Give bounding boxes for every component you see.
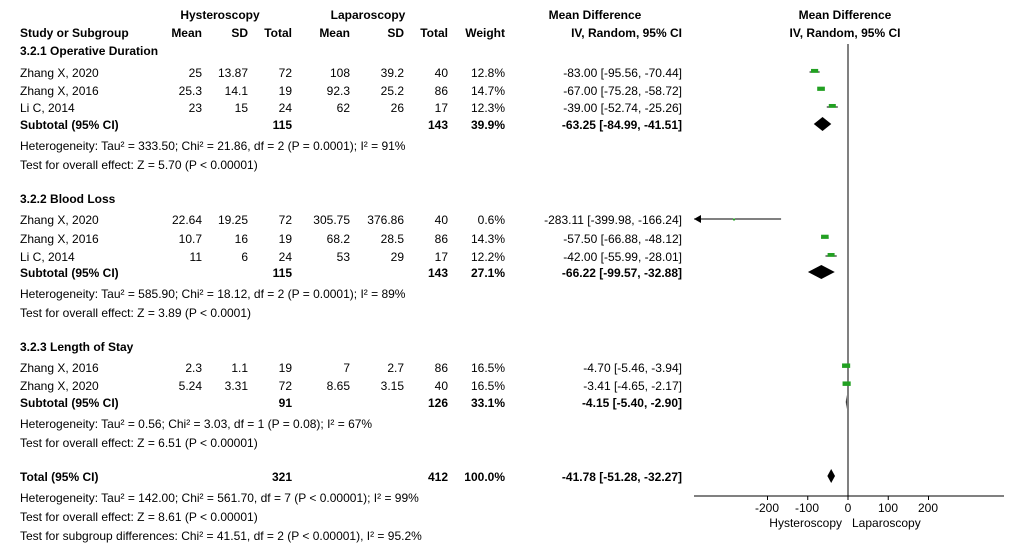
heterogeneity-text: Heterogeneity: Tau² = 585.90; Chi² = 18.12, df = 2 (P = 0.0001); I² = 89% bbox=[20, 287, 406, 301]
study-name: Li C, 2014 bbox=[20, 250, 75, 264]
total2-header: Total bbox=[420, 26, 448, 40]
total2-cell: 17 bbox=[434, 250, 448, 264]
sd2-cell: 376.86 bbox=[367, 213, 404, 227]
subgroup-title: 3.2.1 Operative Duration bbox=[20, 44, 159, 58]
mean2-cell: 53 bbox=[336, 250, 350, 264]
mean2-cell: 62 bbox=[336, 101, 350, 115]
ci-cell: -4.70 [-5.46, -3.94] bbox=[583, 361, 682, 375]
sd1-cell: 19.25 bbox=[217, 213, 248, 227]
mean1-cell: 2.3 bbox=[185, 361, 202, 375]
subgroup-title: 3.2.3 Length of Stay bbox=[20, 340, 134, 354]
total-n2: 412 bbox=[427, 470, 448, 484]
subtotal-n2: 143 bbox=[427, 118, 448, 132]
study-name: Zhang X, 2020 bbox=[20, 213, 99, 227]
study-marker bbox=[828, 253, 835, 257]
overall-effect-test-text: Test for overall effect: Z = 8.61 (P < 0.00001) bbox=[20, 510, 258, 524]
subtotal-diamond bbox=[846, 395, 847, 409]
total2-cell: 86 bbox=[434, 361, 448, 375]
subtotal-n1: 115 bbox=[272, 266, 292, 280]
total2-cell: 40 bbox=[434, 379, 448, 393]
total2-cell: 40 bbox=[434, 213, 448, 227]
mean1-cell: 11 bbox=[189, 250, 202, 264]
subtotal-n2: 126 bbox=[427, 396, 448, 410]
sd1-cell: 13.87 bbox=[217, 66, 248, 80]
total1-cell: 19 bbox=[278, 232, 292, 246]
ci-cell: -283.11 [-399.98, -166.24] bbox=[544, 213, 682, 227]
total-label: Total (95% CI) bbox=[20, 470, 99, 484]
total-diamond bbox=[827, 469, 835, 483]
tick-label: 200 bbox=[917, 501, 939, 515]
sd1-cell: 6 bbox=[241, 250, 248, 264]
mean2-cell: 8.65 bbox=[326, 379, 350, 393]
total2-cell: 86 bbox=[434, 84, 448, 98]
mean2-cell: 108 bbox=[329, 66, 350, 80]
tick-label: 0 bbox=[844, 501, 852, 515]
favours-left-label: Hysteroscopy bbox=[769, 516, 842, 530]
mean1-cell: 23 bbox=[188, 101, 202, 115]
weight-cell: 0.6% bbox=[477, 213, 505, 227]
ci-cell: -83.00 [-95.56, -70.44] bbox=[563, 66, 682, 80]
subtotal-diamond bbox=[808, 265, 835, 279]
ci-arrow-icon bbox=[694, 215, 701, 223]
sd2-cell: 39.2 bbox=[380, 66, 404, 80]
ci-cell: -57.50 [-66.88, -48.12] bbox=[563, 232, 682, 246]
study-marker bbox=[829, 104, 836, 108]
ci-cell: -42.00 [-55.99, -28.01] bbox=[563, 250, 682, 264]
study-name: Li C, 2014 bbox=[20, 101, 75, 115]
sd1-header: SD bbox=[231, 26, 248, 40]
total-n1: 321 bbox=[271, 470, 292, 484]
mean1-cell: 25 bbox=[188, 66, 202, 80]
mean2-cell: 68.2 bbox=[326, 232, 350, 246]
overall-heterogeneity-text: Heterogeneity: Tau² = 142.00; Chi² = 561.70, df = 7 (P < 0.00001); I² = 99% bbox=[20, 491, 419, 505]
study-header: Study or Subgroup bbox=[20, 26, 129, 40]
heterogeneity-text: Heterogeneity: Tau² = 0.56; Chi² = 3.03, df = 1 (P = 0.08); I² = 67% bbox=[20, 417, 373, 431]
subtotal-label: Subtotal (95% CI) bbox=[20, 266, 119, 280]
sd1-cell: 16 bbox=[234, 232, 248, 246]
subtotal-weight: 27.1% bbox=[470, 266, 505, 280]
subtotal-ci: -63.25 [-84.99, -41.51] bbox=[561, 118, 682, 132]
subtotal-n2: 143 bbox=[427, 266, 448, 280]
study-marker bbox=[821, 235, 829, 239]
sd2-header: SD bbox=[387, 26, 404, 40]
ci-cell: -67.00 [-75.28, -58.72] bbox=[563, 84, 682, 98]
subgroup-title: 3.2.2 Blood Loss bbox=[20, 192, 116, 206]
md-column-subtitle: IV, Random, 95% CI bbox=[571, 26, 682, 40]
subtotal-ci: -4.15 [-5.40, -2.90] bbox=[581, 396, 682, 410]
study-marker bbox=[842, 363, 850, 367]
total1-cell: 72 bbox=[278, 379, 292, 393]
sd2-cell: 29 bbox=[390, 250, 404, 264]
ci-cell: -3.41 [-4.65, -2.17] bbox=[583, 379, 682, 393]
sd2-cell: 2.7 bbox=[387, 361, 404, 375]
subtotal-diamond bbox=[814, 117, 832, 131]
ci-cell: -39.00 [-52.74, -25.26] bbox=[563, 101, 682, 115]
mean2-cell: 92.3 bbox=[326, 84, 350, 98]
plot-column-title: Mean Difference bbox=[798, 8, 892, 22]
study-marker bbox=[811, 69, 818, 73]
study-name: Zhang X, 2016 bbox=[20, 361, 99, 375]
favours-right-label: Laparoscopy bbox=[852, 516, 921, 530]
subgroup-differences-text: Test for subgroup differences: Chi² = 41.51, df = 2 (P < 0.00001), I² = 95.2% bbox=[20, 529, 422, 543]
total2-cell: 17 bbox=[434, 101, 448, 115]
subtotal-n1: 115 bbox=[272, 118, 292, 132]
study-marker bbox=[843, 381, 851, 385]
weight-cell: 16.5% bbox=[470, 361, 505, 375]
sd2-cell: 25.2 bbox=[380, 84, 404, 98]
sd2-cell: 28.5 bbox=[380, 232, 404, 246]
tick-label: -100 bbox=[794, 501, 820, 515]
study-marker bbox=[817, 87, 825, 91]
subtotal-label: Subtotal (95% CI) bbox=[20, 118, 119, 132]
total2-cell: 40 bbox=[434, 66, 448, 80]
study-marker bbox=[733, 219, 735, 221]
study-name: Zhang X, 2016 bbox=[20, 84, 99, 98]
mean1-cell: 10.7 bbox=[178, 232, 202, 246]
weight-cell: 16.5% bbox=[470, 379, 505, 393]
total-weight: 100.0% bbox=[464, 470, 505, 484]
subtotal-weight: 33.1% bbox=[470, 396, 505, 410]
weight-cell: 14.7% bbox=[470, 84, 505, 98]
total-ci: -41.78 [-51.28, -32.27] bbox=[561, 470, 682, 484]
total1-cell: 72 bbox=[278, 213, 292, 227]
total1-cell: 24 bbox=[278, 101, 292, 115]
sd2-cell: 26 bbox=[390, 101, 404, 115]
study-name: Zhang X, 2016 bbox=[20, 232, 99, 246]
overall-effect-text: Test for overall effect: Z = 3.89 (P < 0.0001) bbox=[20, 306, 252, 320]
sd2-cell: 3.15 bbox=[380, 379, 404, 393]
heterogeneity-text: Heterogeneity: Tau² = 333.50; Chi² = 21.86, df = 2 (P = 0.0001); I² = 91% bbox=[20, 139, 406, 153]
subtotal-label: Subtotal (95% CI) bbox=[20, 396, 119, 410]
mean1-cell: 22.64 bbox=[171, 213, 202, 227]
weight-header: Weight bbox=[465, 26, 505, 40]
subtotal-ci: -66.22 [-99.57, -32.88] bbox=[561, 266, 682, 280]
total1-cell: 19 bbox=[278, 84, 292, 98]
subtotal-weight: 39.9% bbox=[470, 118, 505, 132]
group1-header: Hysteroscopy bbox=[180, 8, 260, 22]
plot-column-subtitle: IV, Random, 95% CI bbox=[789, 26, 901, 40]
total1-cell: 24 bbox=[278, 250, 292, 264]
total2-cell: 86 bbox=[434, 232, 448, 246]
mean1-cell: 25.3 bbox=[178, 84, 202, 98]
total1-header: Total bbox=[264, 26, 292, 40]
total1-cell: 72 bbox=[278, 66, 292, 80]
weight-cell: 14.3% bbox=[470, 232, 505, 246]
sd1-cell: 15 bbox=[234, 101, 248, 115]
mean1-cell: 5.24 bbox=[178, 379, 202, 393]
mean1-header: Mean bbox=[171, 26, 202, 40]
mean2-cell: 7 bbox=[343, 361, 350, 375]
group2-header: Laparoscopy bbox=[330, 8, 406, 22]
subtotal-n1: 91 bbox=[278, 396, 292, 410]
study-name: Zhang X, 2020 bbox=[20, 379, 99, 393]
tick-label: -200 bbox=[754, 501, 780, 515]
weight-cell: 12.2% bbox=[470, 250, 505, 264]
total1-cell: 19 bbox=[278, 361, 292, 375]
study-name: Zhang X, 2020 bbox=[20, 66, 99, 80]
sd1-cell: 1.1 bbox=[231, 361, 248, 375]
weight-cell: 12.3% bbox=[470, 101, 505, 115]
tick-label: 100 bbox=[877, 501, 899, 515]
mean2-cell: 305.75 bbox=[313, 213, 350, 227]
weight-cell: 12.8% bbox=[470, 66, 505, 80]
mean2-header: Mean bbox=[319, 26, 350, 40]
sd1-cell: 14.1 bbox=[224, 84, 248, 98]
overall-effect-text: Test for overall effect: Z = 5.70 (P < 0.00001) bbox=[20, 158, 258, 172]
sd1-cell: 3.31 bbox=[224, 379, 248, 393]
md-column-title: Mean Difference bbox=[548, 8, 642, 22]
overall-effect-text: Test for overall effect: Z = 6.51 (P < 0.00001) bbox=[20, 436, 258, 450]
